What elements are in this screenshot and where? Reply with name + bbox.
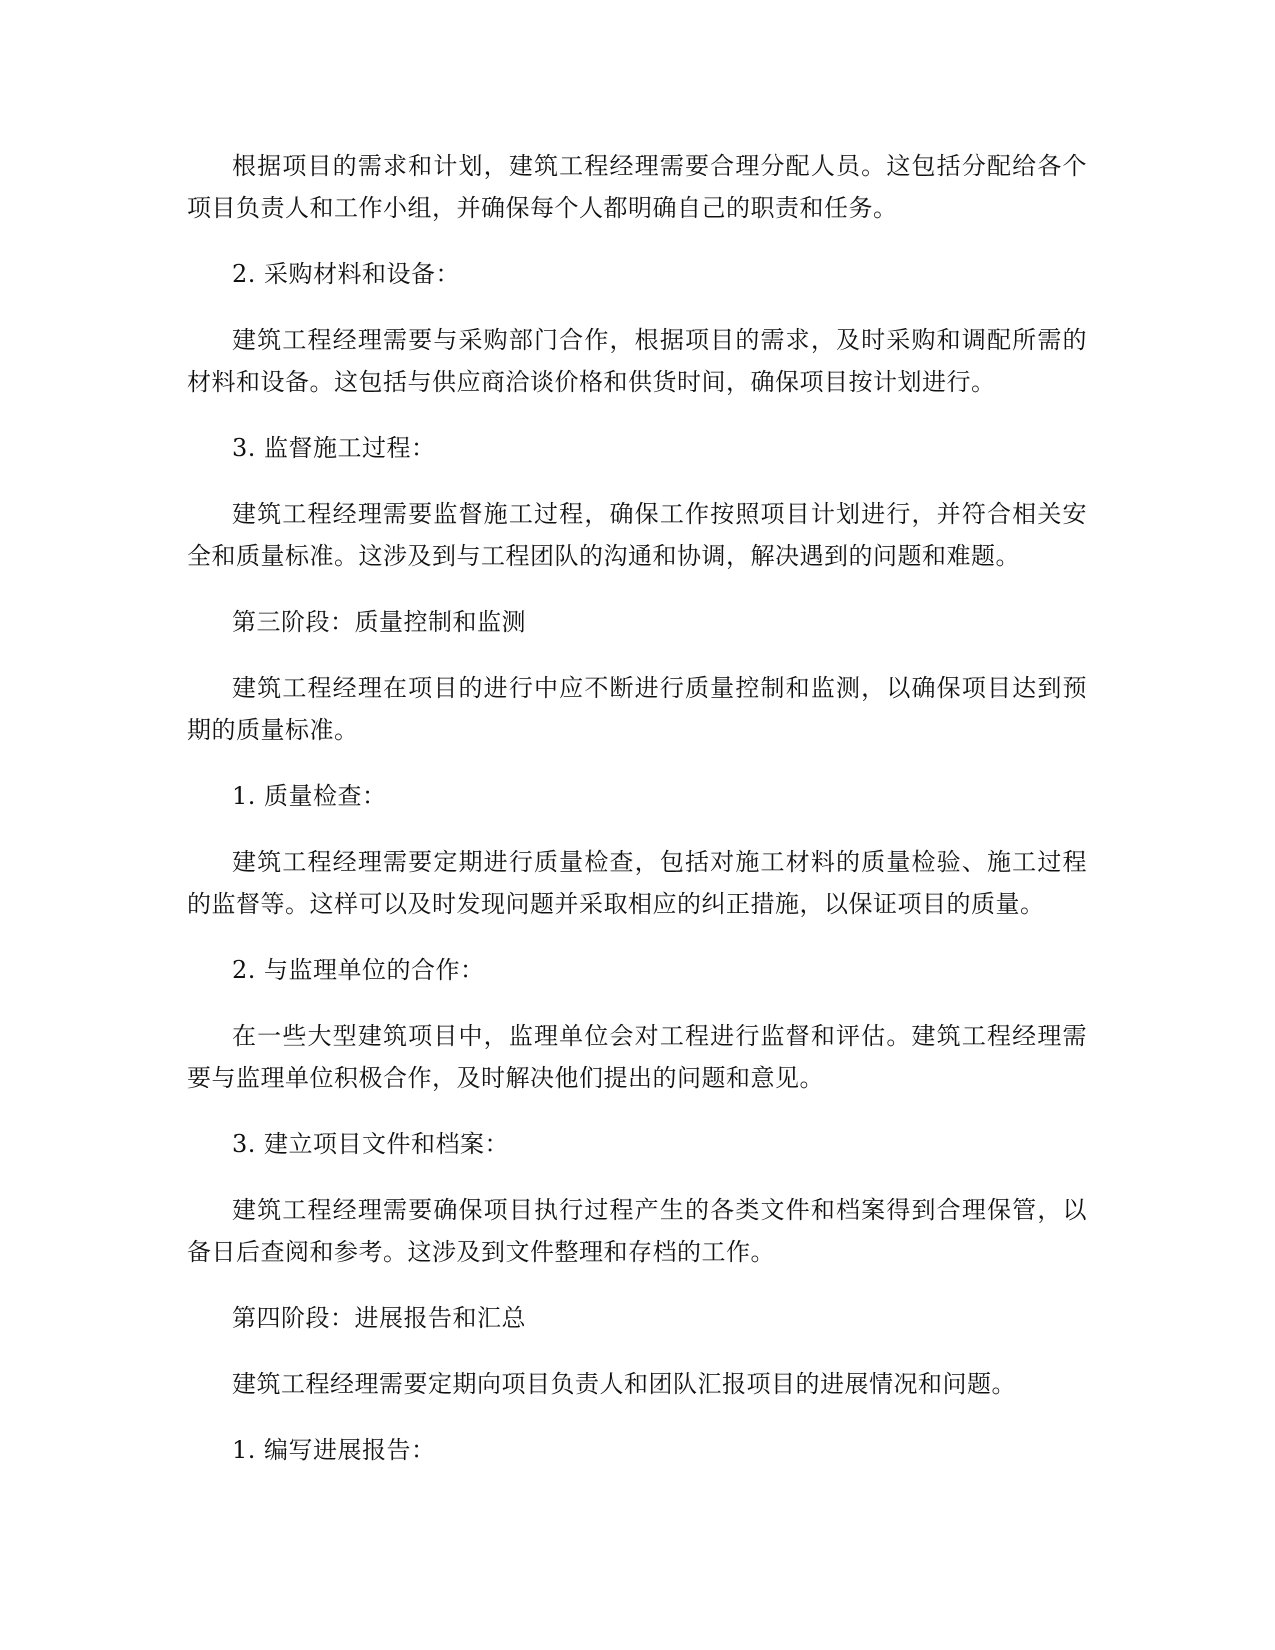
heading-supervisor-cooperation: 2. 与监理单位的合作： — [232, 956, 485, 984]
heading-project-files: 3. 建立项目文件和档案： — [232, 1130, 510, 1158]
paragraph-supervisor-cooperation: 在一些大型建筑项目中，监理单位会对工程进行监督和评估。建筑工程经理需要与监理单位积极合作，及时解决他们提出的问题和意见。 — [187, 1022, 1087, 1092]
paragraph-quality-inspection: 建筑工程经理需要定期进行质量检查，包括对施工材料的质量检验、施工过程的监督等。这样可以及时发现问题并采取相应的纠正措施，以保证项目的质量。 — [187, 848, 1087, 918]
paragraph-supervision: 建筑工程经理需要监督施工过程，确保工作按照项目计划进行，并符合相关安全和质量标准。这涉及到与工程团队的沟通和协调，解决遇到的问题和难题。 — [187, 500, 1087, 570]
heading-write-progress-report: 1. 编写进展报告： — [232, 1436, 436, 1464]
paragraph-staff-allocation: 根据项目的需求和计划，建筑工程经理需要合理分配人员。这包括分配给各个项目负责人和工作小组，并确保每个人都明确自己的职责和任务。 — [187, 152, 1087, 222]
heading-supervise-construction: 3. 监督施工过程： — [232, 434, 436, 462]
paragraph-quality-control: 建筑工程经理在项目的进行中应不断进行质量控制和监测，以确保项目达到预期的质量标准。 — [187, 674, 1087, 744]
paragraph-procurement: 建筑工程经理需要与采购部门合作，根据项目的需求，及时采购和调配所需的材料和设备。这包括与供应商洽谈价格和供货时间，确保项目按计划进行。 — [187, 326, 1087, 396]
paragraph-project-files: 建筑工程经理需要确保项目执行过程产生的各类文件和档案得到合理保管，以备日后查阅和参考。这涉及到文件整理和存档的工作。 — [187, 1196, 1087, 1266]
document-body — [187, 145, 1087, 1495]
heading-procure-materials: 2. 采购材料和设备： — [232, 260, 461, 288]
paragraph-progress-reporting: 建筑工程经理需要定期向项目负责人和团队汇报项目的进展情况和问题。 — [232, 1370, 1016, 1398]
heading-quality-inspection: 1. 质量检查： — [232, 782, 387, 810]
heading-phase-three: 第三阶段：质量控制和监测 — [232, 608, 526, 636]
heading-phase-four: 第四阶段：进展报告和汇总 — [232, 1304, 526, 1332]
